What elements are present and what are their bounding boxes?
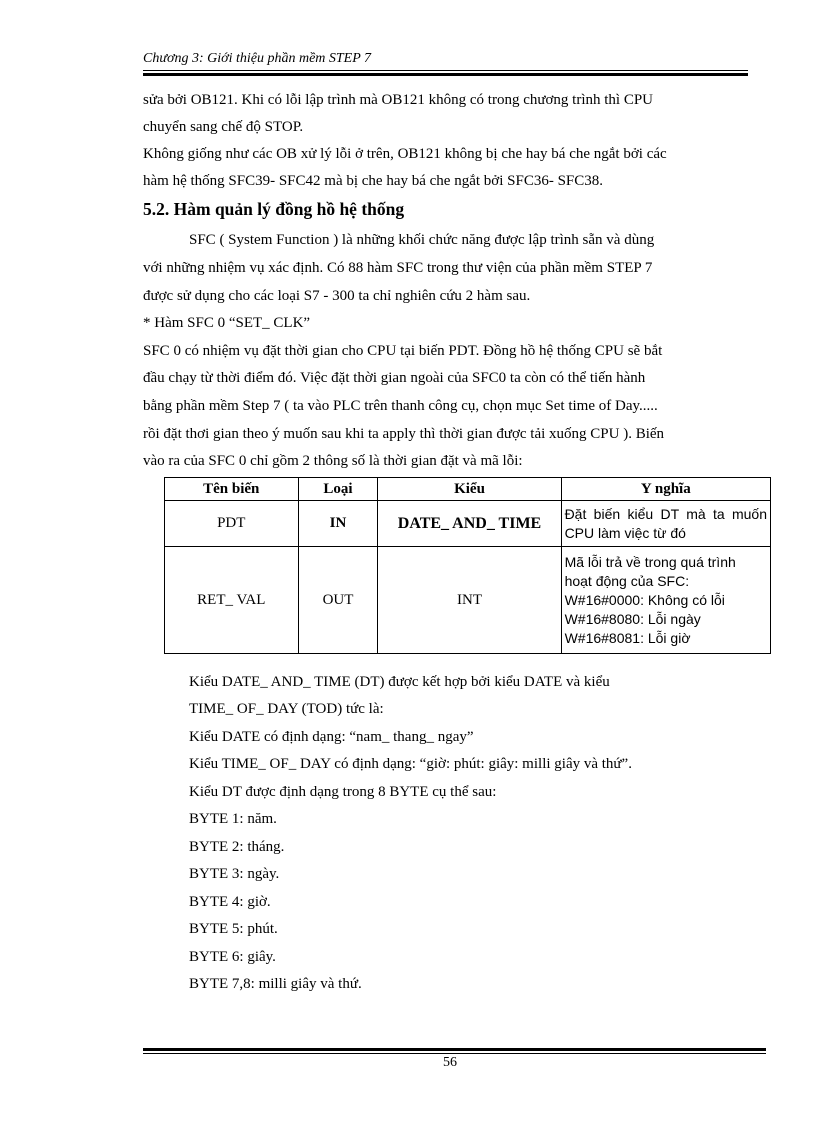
paragraph-line: bằng phần mềm Step 7 ( ta vào PLC trên thanh công cụ, chọn mục Set time of Day..... xyxy=(143,398,658,414)
paragraph-line: Kiểu DATE có định dạng: “nam_ thang_ ngay” xyxy=(189,729,474,745)
header-rule-thick xyxy=(143,73,748,76)
cell-kind: INT xyxy=(378,547,561,654)
paragraph-line: chuyển sang chế độ STOP. xyxy=(143,119,304,135)
column-header: Tên biến xyxy=(165,478,299,501)
column-header: Kiểu xyxy=(378,478,561,501)
paragraph-line: TIME_ OF_ DAY (TOD) tức là: xyxy=(189,701,384,717)
paragraph-line: sửa bởi OB121. Khi có lỗi lập trình mà OB121 không có trong chương trình thì CPU xyxy=(143,92,654,108)
cell-kind: DATE_ AND_ TIME xyxy=(378,501,561,547)
paragraph-line: rồi đặt thơi gian theo ý muốn sau khi ta apply thì thời gian được tải xuống CPU ). Biến xyxy=(143,426,665,442)
page-number: 56 xyxy=(443,1055,457,1070)
paragraph-line: Không giống như các OB xử lý lỗi ở trên, OB121 không bị che hay bá che ngắt bởi các xyxy=(143,146,667,162)
paragraph-line: Kiểu DATE_ AND_ TIME (DT) được kết hợp bởi kiểu DATE và kiểu xyxy=(189,674,610,690)
paragraph-line: SFC ( System Function ) là những khối chức năng được lập trình sẵn và dùng xyxy=(189,232,655,248)
paragraph-line: hàm hệ thống SFC39- SFC42 mà bị che hay bá che ngắt bởi SFC36- SFC38. xyxy=(143,173,604,189)
cell-meaning: Đặt biến kiểu DT mà ta muốn CPU làm việc từ đó xyxy=(561,501,770,547)
variables-table xyxy=(164,477,771,654)
column-header: Y nghĩa xyxy=(561,478,770,501)
meaning-line: W#16#8081: Lỗi giờ xyxy=(564,629,691,646)
list-item: BYTE 1: năm. xyxy=(189,811,277,827)
list-item: BYTE 3: ngày. xyxy=(189,866,280,882)
cell-meaning xyxy=(561,547,770,654)
meaning-line: hoạt động của SFC: xyxy=(564,572,690,589)
list-item: BYTE 6: giây. xyxy=(189,949,276,965)
footer-rule-thick xyxy=(143,1048,766,1051)
header-rule-thin xyxy=(143,70,748,71)
paragraph-line: đầu chạy từ thời điểm đó. Việc đặt thời gian ngoài của SFC0 ta còn có thể tiến hành xyxy=(143,370,646,386)
list-item: BYTE 7,8: milli giây và thứ. xyxy=(189,976,362,992)
paragraph-line: Kiểu DT được định dạng trong 8 BYTE cụ thể sau: xyxy=(189,784,497,800)
footer-rule-thin xyxy=(143,1053,766,1054)
section-heading: 5.2. Hàm quản lý đồng hồ hệ thống xyxy=(143,199,405,219)
paragraph-line: vào ra của SFC 0 chỉ gồm 2 thông số là thời gian đặt và mã lỗi: xyxy=(143,453,523,469)
table-row xyxy=(165,547,771,654)
paragraph-line: với những nhiệm vụ xác định. Có 88 hàm SFC trong thư viện của phần mềm STEP 7 xyxy=(143,260,653,276)
table-row xyxy=(165,501,771,547)
paragraph-line: Kiểu TIME_ OF_ DAY có định dạng: “giờ: phút: giây: milli giây và thứ”. xyxy=(189,756,632,772)
cell-type: OUT xyxy=(298,547,378,654)
table-header-row xyxy=(165,478,771,501)
cell-name: RET_ VAL xyxy=(165,547,299,654)
meaning-line: W#16#8080: Lỗi ngày xyxy=(564,610,701,627)
chapter-title: Chương 3: Giới thiệu phần mềm STEP 7 xyxy=(143,51,372,66)
list-item: BYTE 5: phút. xyxy=(189,921,278,937)
list-item: BYTE 4: giờ. xyxy=(189,894,271,910)
meaning-line: W#16#0000: Không có lỗi xyxy=(564,591,725,608)
paragraph-line: SFC 0 có nhiệm vụ đặt thời gian cho CPU tại biến PDT. Đồng hồ hệ thống CPU sẽ bắt xyxy=(143,343,663,359)
meaning-line: Mã lỗi trả về trong quá trình xyxy=(564,553,736,570)
cell-name: PDT xyxy=(165,501,299,547)
cell-type: IN xyxy=(298,501,378,547)
paragraph-line: * Hàm SFC 0 “SET_ CLK” xyxy=(143,315,311,331)
list-item: BYTE 2: tháng. xyxy=(189,839,285,855)
paragraph-line: được sử dụng cho các loại S7 - 300 ta chỉ nghiên cứu 2 hàm sau. xyxy=(143,288,531,304)
column-header: Loại xyxy=(298,478,378,501)
page-header xyxy=(143,50,748,68)
